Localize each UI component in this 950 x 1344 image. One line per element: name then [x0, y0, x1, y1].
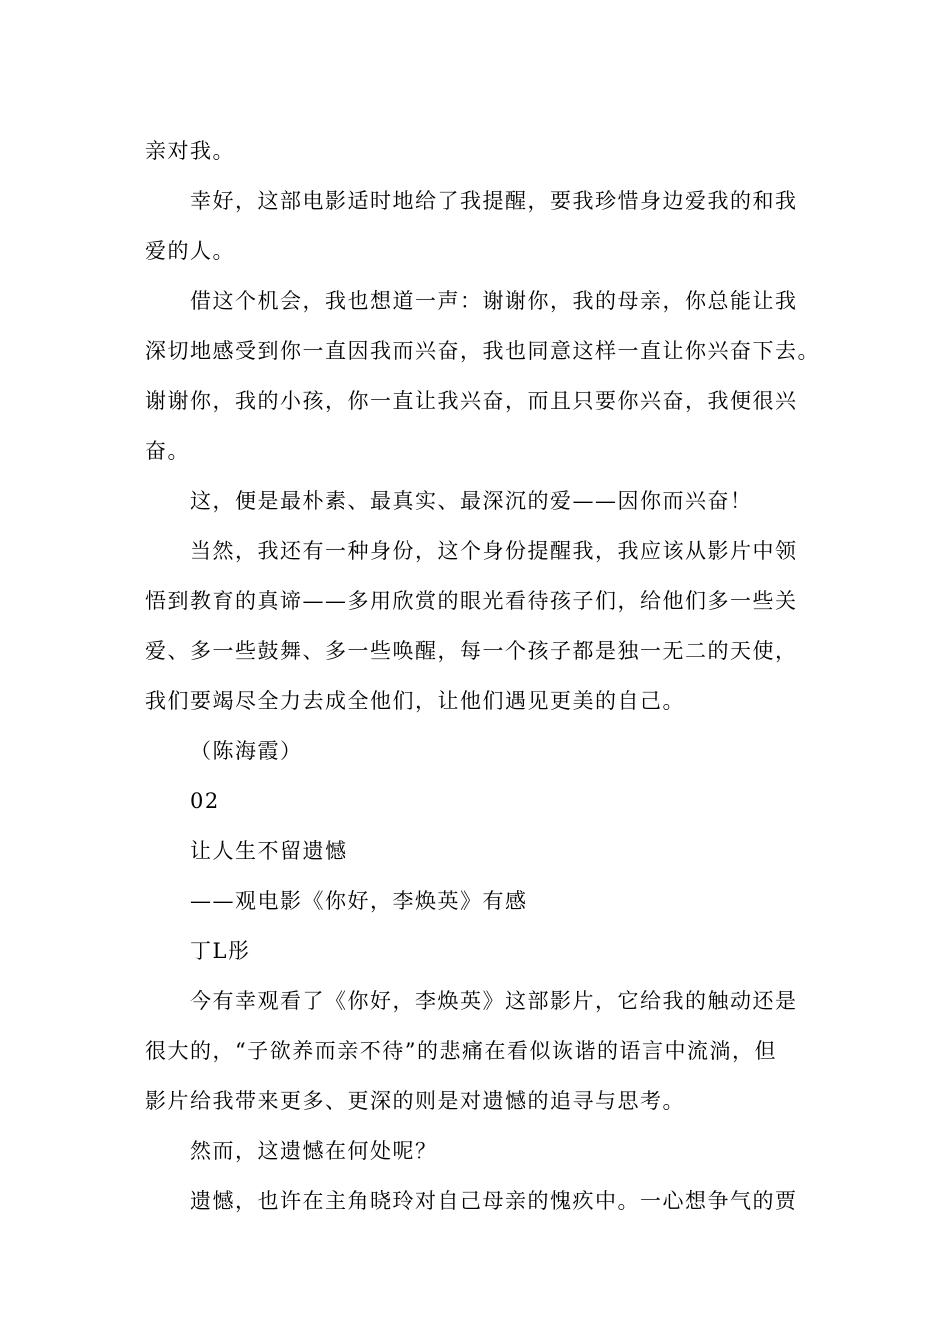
text-line: 今有幸观看了《你好，李焕英》这部影片，它给我的触动还是 [190, 989, 798, 1013]
text-line: 悟到教育的真谛——多用欣赏的眼光看待孩子们，给他们多一些关 [145, 589, 798, 613]
text-line: 亲对我。 [145, 139, 235, 163]
text-line: 深切地感受到你一直因我而兴奋，我也同意这样一直让你兴奋下去。 [145, 339, 820, 363]
text-line: 爱的人。 [145, 239, 235, 263]
author-name: （陈海霞） [190, 739, 303, 763]
section-number: 02 [190, 789, 220, 813]
text-line: 爱、多一些鼓舞、多一些唤醒，每一个孩子都是独一无二的天使， [145, 639, 798, 663]
text-line: 奋。 [145, 439, 190, 463]
text-line: 借这个机会，我也想道一声：谢谢你，我的母亲，你总能让我 [190, 289, 798, 313]
article-title: 让人生不留遗憾 [190, 839, 348, 863]
text-line: 影片给我带来更多、更深的则是对遗憾的追寻与思考。 [145, 1089, 685, 1113]
text-line: 很大的，“子欲养而亲不待”的悲痛在看似诙谐的语言中流淌，但 [145, 1039, 777, 1063]
text-line: 我们要竭尽全力去成全他们，让他们遇见更美的自己。 [145, 689, 685, 713]
article-subtitle: ——观电影《你好，李焕英》有感 [190, 889, 528, 913]
text-line: 这，便是最朴素、最真实、最深沉的爱——因你而兴奋！ [190, 489, 753, 513]
text-line: 幸好，这部电影适时地给了我提醒，要我珍惜身边爱我的和我 [190, 189, 798, 213]
author-name: 丁L彤 [190, 939, 251, 963]
text-line: 谢谢你，我的小孩，你一直让我兴奋，而且只要你兴奋，我便很兴 [145, 389, 798, 413]
text-line: 然而，这遗憾在何处呢？ [190, 1139, 438, 1163]
text-line: 遗憾，也许在主角晓玲对自己母亲的愧疚中。一心想争气的贾 [190, 1189, 798, 1213]
text-line: 当然，我还有一种身份，这个身份提醒我，我应该从影片中领 [190, 539, 798, 563]
